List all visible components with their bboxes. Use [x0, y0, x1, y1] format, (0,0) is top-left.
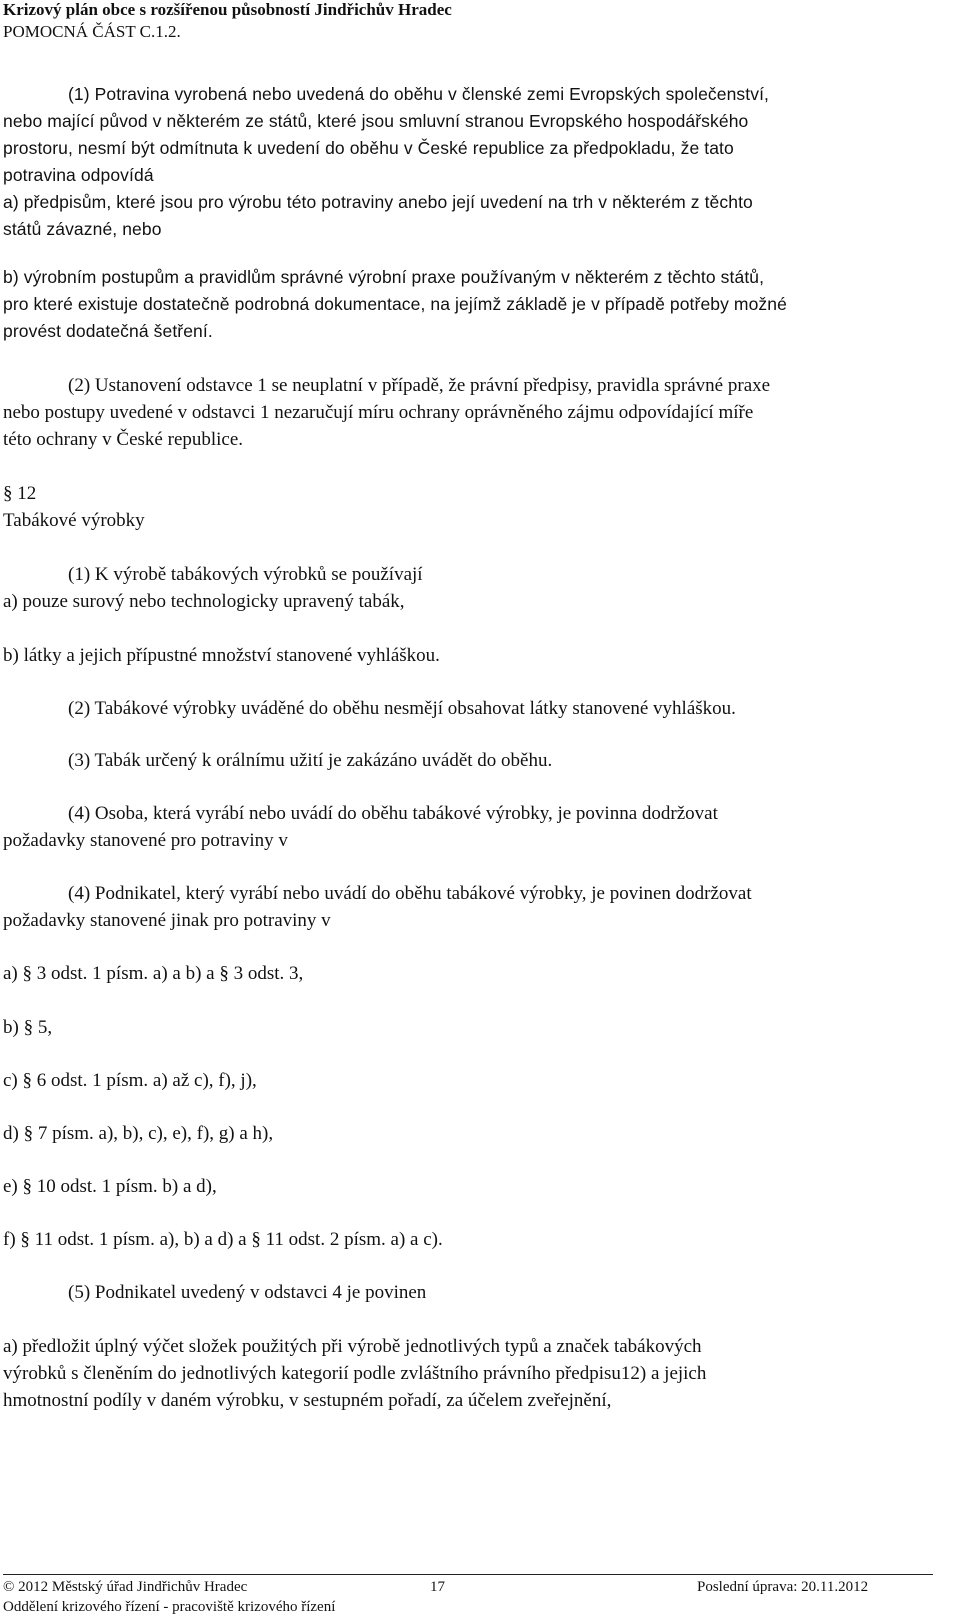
list-item: f) § 11 odst. 1 písm. a), b) a d) a § 11 odst. 2 písm. a) a c).	[3, 1229, 443, 1250]
section-title: Tabákové výrobky	[3, 510, 145, 531]
footer-last-update: Poslední úprava: 20.11.2012	[697, 1579, 869, 1595]
text-line: potravina odpovídá	[3, 165, 154, 185]
section-12-paragraph-1	[3, 561, 933, 615]
footer-department: Oddělení krizového řízení - pracoviště krizového řízení	[3, 1599, 336, 1615]
text-line: (4) Osoba, která vyrábí nebo uvádí do oběhu tabákové výrobky, je povinna dodržovat	[68, 803, 718, 824]
section-12-paragraph-4b	[3, 880, 933, 934]
section-12-paragraph-2: (2) Tabákové výrobky uváděné do oběhu nesmějí obsahovat látky stanovené vyhláškou.	[68, 698, 736, 719]
text-line: provést dodatečná šetření.	[3, 321, 213, 341]
text-line: požadavky stanovené pro potraviny v	[3, 830, 288, 851]
list-item: d) § 7 písm. a), b), c), e), f), g) a h),	[3, 1123, 274, 1144]
footer-divider	[3, 1574, 933, 1575]
document-header-title: Krizový plán obce s rozšířenou působností Jindřichův Hradec	[3, 0, 452, 19]
text-line: pro které existuje dostatečně podrobná dokumentace, na jejímž základě je v případě potřeby možné	[3, 294, 787, 314]
page-number: 17	[430, 1579, 445, 1595]
list-item: a) § 3 odst. 1 písm. a) a b) a § 3 odst. 3,	[3, 963, 304, 984]
text-line: (1) Potravina vyrobená nebo uvedená do oběhu v členské zemi Evropských společenství,	[68, 84, 770, 104]
text-line: nebo mající původ v některém ze států, které jsou smluvní stranou Evropského hospodářského	[3, 111, 749, 131]
section-12-paragraph-4a	[3, 800, 933, 854]
section-12-paragraph-5: (5) Podnikatel uvedený v odstavci 4 je povinen	[68, 1282, 427, 1303]
section-12-paragraph-5a	[3, 1333, 933, 1414]
text-line: a) předpisům, které jsou pro výrobu této potraviny anebo její uvedení na trh v některém z těchto	[3, 192, 753, 212]
footer-copyright: © 2012 Městský úřad Jindřichův Hradec	[3, 1579, 248, 1595]
text-line: hmotnostní podíly v daném výrobku, v sestupném pořadí, za účelem zveřejnění,	[3, 1390, 612, 1411]
list-item: c) § 6 odst. 1 písm. a) až c), f), j),	[3, 1070, 257, 1091]
section-12-paragraph-3: (3) Tabák určený k orálnímu užití je zakázáno uvádět do oběhu.	[68, 750, 553, 771]
text-line: této ochrany v České republice.	[3, 429, 244, 450]
paragraph-1	[3, 81, 933, 243]
text-line: a) předložit úplný výčet složek použitých při výrobě jednotlivých typů a značek tabákových	[3, 1336, 702, 1357]
document-header-subtitle: POMOCNÁ ČÁST C.1.2.	[3, 22, 181, 41]
section-12-paragraph-1b: b) látky a jejich přípustné množství stanovené vyhláškou.	[3, 645, 440, 666]
text-line: a) pouze surový nebo technologicky upravený tabák,	[3, 591, 405, 612]
text-line: (2) Ustanovení odstavce 1 se neuplatní v případě, že právní předpisy, pravidla správné praxe	[68, 375, 771, 396]
text-line: nebo postupy uvedené v odstavci 1 nezaručují míru ochrany oprávněného zájmu odpovídající míře	[3, 402, 754, 423]
text-line: výrobků s členěním do jednotlivých kategorií podle zvláštního právního předpisu12) a jejich	[3, 1363, 707, 1384]
text-line: (1) K výrobě tabákových výrobků se používají	[68, 564, 423, 585]
text-line: požadavky stanovené jinak pro potraviny v	[3, 910, 331, 931]
text-line: (4) Podnikatel, který vyrábí nebo uvádí do oběhu tabákové výrobky, je povinen dodržovat	[68, 883, 752, 904]
text-line: b) výrobním postupům a pravidlům správné výrobní praxe používaným v některém z těchto států,	[3, 267, 765, 287]
list-item: b) § 5,	[3, 1017, 53, 1038]
paragraph-2	[3, 372, 933, 453]
list-item: e) § 10 odst. 1 písm. b) a d),	[3, 1176, 217, 1197]
text-line: prostoru, nesmí být odmítnuta k uvedení do oběhu v České republice za předpokladu, že tato	[3, 138, 734, 158]
paragraph-1b	[3, 264, 933, 345]
text-line: států závazné, nebo	[3, 219, 162, 239]
section-number: § 12	[3, 483, 37, 504]
